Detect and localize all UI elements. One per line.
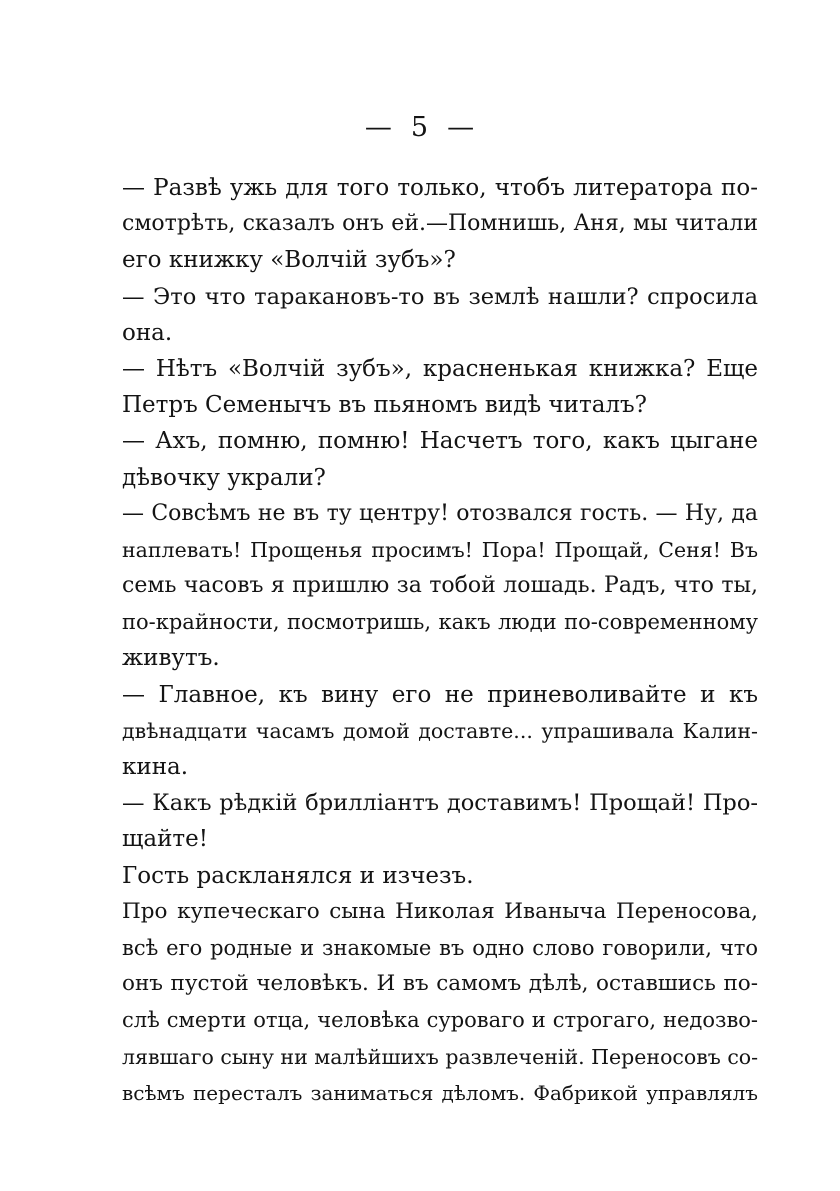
text-line: — Нѣтъ «Волчій зубъ», красненькая книжка? Еще [122,355,758,382]
paragraph [122,351,758,423]
paragraph [122,785,758,857]
text-line: двѣнадцати часамъ домой доставте... упрашивала Калин- [122,718,758,743]
text-line: его книжку «Волчій зубъ»? [122,247,456,274]
text-line: дѣвочку украли? [122,464,326,491]
text-line: Петръ Семенычъ въ пьяномъ видѣ читалъ? [122,392,647,419]
paragraph [122,279,758,351]
text-line: онъ пустой человѣкъ. И въ самомъ дѣлѣ, оставшись по- [122,971,758,997]
text-line: кина. [122,754,189,780]
text-line: Гость раскланялся и изчезъ. [122,862,474,889]
paragraph [122,894,758,1111]
paragraph [122,858,758,894]
paragraph [122,423,758,495]
page-number-dash-left: — [364,112,393,143]
text-line: — Развѣ ужь для того только, чтобъ литератора по- [122,175,758,201]
page-number-header [0,112,840,144]
text-line: всѣмъ пересталъ заниматься дѣломъ. Фабрикой управлялъ [122,1080,758,1105]
paragraph [122,170,758,279]
page-number-dash-right: — [447,112,476,143]
text-line: смотрѣть, сказалъ онъ ей.—Помнишь, Аня, мы читали [122,211,758,237]
text-line: наплевать! Прощенья просимъ! Пора! Прощай, Сеня! Въ [122,537,758,562]
text-line: — Совсѣмъ не въ ту центру! отозвался гость. — Ну, да [122,500,758,526]
text-line: всѣ его родные и знакомые въ одно слово говорили, что [122,935,758,960]
paragraph [122,496,758,677]
text-line: — Главное, къ вину его не приневоливайте и къ [122,681,758,708]
body-text [122,170,758,1111]
text-line: — Ахъ, помню, помню! Насчетъ того, какъ цыгане [122,428,758,455]
text-line: живутъ. [122,645,220,672]
paragraph [122,677,758,786]
text-line: она. [122,319,173,346]
text-line: слѣ смерти отца, человѣка суроваго и строгаго, недозво- [122,1008,758,1033]
text-line: — Это что таракановъ-то въ землѣ нашли? спросила [122,283,758,310]
text-line: Про купеческаго сына Николая Иваныча Переносова, [122,898,758,924]
text-line: щайте! [122,826,209,853]
text-line: — Какъ рѣдкій брилліантъ доставимъ! Прощай! Про- [122,790,758,817]
text-line: по-крайности, посмотришь, какъ люди по-современному [122,610,758,635]
text-line: лявшаго сыну ни малѣйшихъ развлеченій. Переносовъ со- [122,1044,759,1069]
page-number: 5 [410,112,430,143]
text-line: семь часовъ я пришлю за тобой лошадь. Радъ, что ты, [122,573,758,599]
